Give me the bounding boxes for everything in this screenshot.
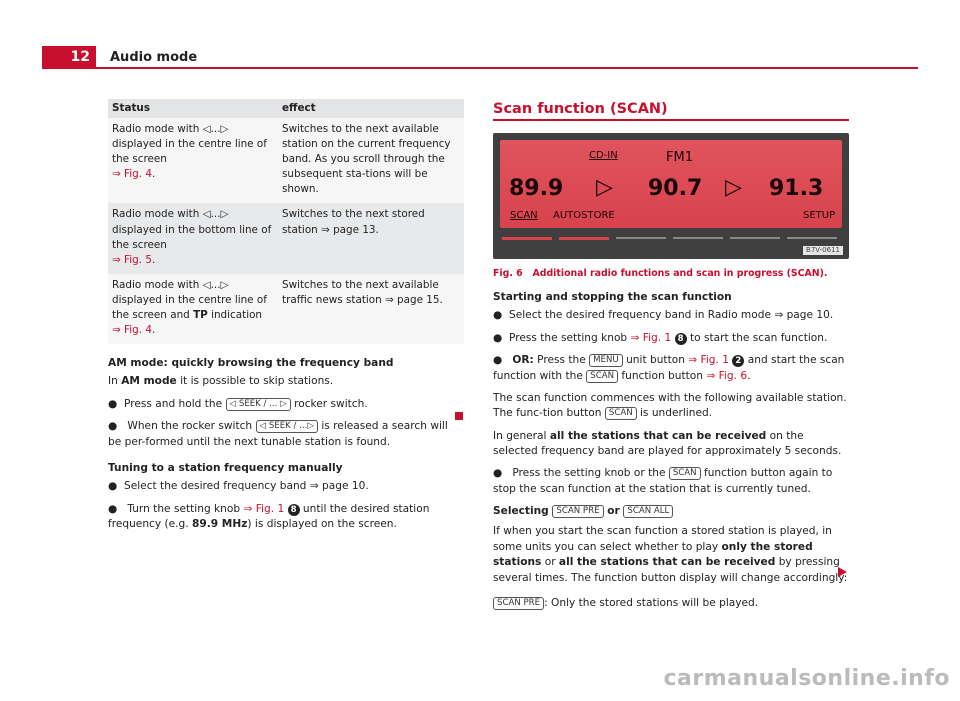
section-end-marker (455, 412, 463, 420)
status-cell: Radio mode with ◁...▷ displayed in the centre line of the screen ⇒ Fig. 4. (108, 118, 278, 203)
header-rule (42, 67, 918, 69)
tuning-heading: Tuning to a station frequency manually (108, 461, 343, 474)
bullet-icon: ● (108, 480, 118, 493)
effect-cell: Switches to the next available traffic news station ⇒ page 15. (278, 274, 464, 344)
fig-link[interactable]: ⇒ Fig. 1 (688, 354, 730, 367)
fig-link[interactable]: ⇒ Fig. 1 (243, 502, 285, 515)
table-row (108, 274, 464, 344)
frequency-2: 90.7 (648, 175, 703, 201)
bullet-icon: ● (493, 467, 513, 480)
continue-arrow-icon (838, 567, 847, 577)
scan-start-heading: Starting and stopping the scan function (493, 291, 732, 304)
scan-all-button-label: SCAN ALL (623, 505, 673, 518)
status-cell: Radio mode with ◁...▷ displayed in the centre line of the screen and TP indication ⇒ Fig. 4. (108, 274, 278, 344)
table-row (108, 203, 464, 273)
fig-link[interactable]: ⇒ Fig. 4 (112, 324, 152, 337)
table-header-effect: effect (278, 99, 464, 118)
table-row (108, 118, 464, 203)
scan-pre-button-label: SCAN PRE (493, 597, 544, 610)
section-title: Scan function (SCAN) (493, 101, 668, 117)
seek-button-label: ◁ SEEK / ... ▷ (226, 398, 291, 411)
preset-indicators (500, 233, 842, 245)
status-table (108, 99, 464, 344)
page-number: 12 (42, 46, 96, 68)
scan-paragraph: In general all the stations that can be received on the selected frequency band are played for approximately 5 seconds. (493, 429, 842, 457)
bullet-icon: ● (493, 354, 513, 367)
callout-number: 8 (288, 504, 300, 516)
am-intro: In AM mode it is possible to skip stations. (108, 375, 334, 388)
list-item: ● OR: Press the MENU unit button ⇒ Fig. 1 2 and start the scan function with the SCAN function button ⇒ Fig. 6. (493, 354, 845, 382)
list-item: ● Press the setting knob ⇒ Fig. 1 8 to start the scan function. (493, 331, 849, 346)
left-column (108, 99, 464, 539)
list-item: ● Turn the setting knob ⇒ Fig. 1 8 until the desired station frequency (e.g. 89.9 MHz) is displayed on the screen. (108, 502, 430, 530)
radio-display-figure (493, 133, 849, 259)
bullet-icon: ● (493, 309, 503, 322)
scan-paragraph: If when you start the scan function a stored station is played, in some units you can select whether to play only the stored stations or all the stations that can be received by pressing several times. The function button display will change accordingly: (493, 525, 848, 584)
radio-screen (500, 140, 842, 228)
list-item: ● Select the desired frequency band ⇒ page 10. (108, 479, 464, 494)
frequency-1: 89.9 (509, 175, 564, 201)
band-label: FM1 (666, 149, 693, 165)
play-icon: ▷ (596, 174, 613, 200)
effect-cell: Switches to the next available station on the current frequency band. As you scroll through the subsequent sta-tions will be shown. (278, 118, 464, 203)
fig-link[interactable]: ⇒ Fig. 4 (112, 168, 152, 181)
figure-tag: B7V-0611 (803, 246, 843, 255)
page-title: Audio mode (110, 50, 198, 65)
am-heading: AM mode: quickly browsing the frequency band (108, 357, 394, 370)
selecting-heading: Selecting SCAN PRE or SCAN ALL (493, 504, 849, 519)
frequency-3: 91.3 (769, 175, 824, 201)
right-column (493, 99, 849, 618)
table-header-status: Status (108, 99, 278, 118)
scan-paragraph: The scan function commences with the following available station. The func-tion button SCAN is underlined. (493, 391, 847, 420)
list-item: ● Press the setting knob or the SCAN function button again to stop the scan function at the station that is currently tuned. (493, 467, 833, 495)
fig-link[interactable]: ⇒ Fig. 6 (706, 369, 748, 382)
scan-paragraph: SCAN PRE : Only the stored stations will be played. (493, 596, 849, 611)
seek-button-label: ◁ SEEK / ...▷ (256, 420, 318, 433)
scan-button-label: SCAN (586, 370, 618, 383)
scan-button-label: SCAN (605, 407, 637, 420)
status-cell: Radio mode with ◁...▷ displayed in the bottom line of the screen ⇒ Fig. 5. (108, 203, 278, 273)
effect-cell: Switches to the next stored station ⇒ page 13. (278, 203, 464, 273)
scan-function-button: SCAN (510, 209, 538, 221)
menu-button-label: MENU (589, 354, 623, 367)
preset-indicator (502, 237, 552, 240)
preset-indicator (787, 237, 837, 239)
bullet-icon: ● (493, 331, 503, 344)
autostore-function-button: AUTOSTORE (553, 209, 615, 221)
callout-number: 2 (732, 355, 744, 367)
preset-indicator (673, 237, 723, 239)
fig-link[interactable]: ⇒ Fig. 5 (112, 253, 152, 266)
figure-caption: Fig. 6 Additional radio functions and scan in progress (SCAN). (493, 267, 828, 279)
bullet-icon: ● (108, 397, 118, 410)
bullet-icon: ● (108, 502, 128, 515)
scan-button-label: SCAN (669, 467, 701, 480)
list-item: ● Press and hold the ◁ SEEK / ... ▷ rocker switch. (108, 397, 464, 412)
list-item: ● When the rocker switch ◁ SEEK / ...▷ is released a search will be per-formed until the next tunable station is found. (108, 420, 448, 448)
setup-function-button: SETUP (803, 209, 836, 221)
preset-indicator (616, 237, 666, 239)
cd-in-label: CD-IN (589, 149, 618, 161)
list-item: ● Select the desired frequency band in Radio mode ⇒ page 10. (493, 308, 849, 323)
callout-number: 8 (675, 333, 687, 345)
preset-indicator (730, 237, 780, 239)
watermark: carmanualsonline.info (663, 666, 950, 692)
fig-link[interactable]: ⇒ Fig. 1 (630, 331, 672, 344)
play-icon: ▷ (725, 174, 742, 200)
scan-pre-button-label: SCAN PRE (552, 505, 603, 518)
bullet-icon: ● (108, 420, 128, 433)
preset-indicator (559, 237, 609, 240)
section-rule (493, 119, 849, 121)
